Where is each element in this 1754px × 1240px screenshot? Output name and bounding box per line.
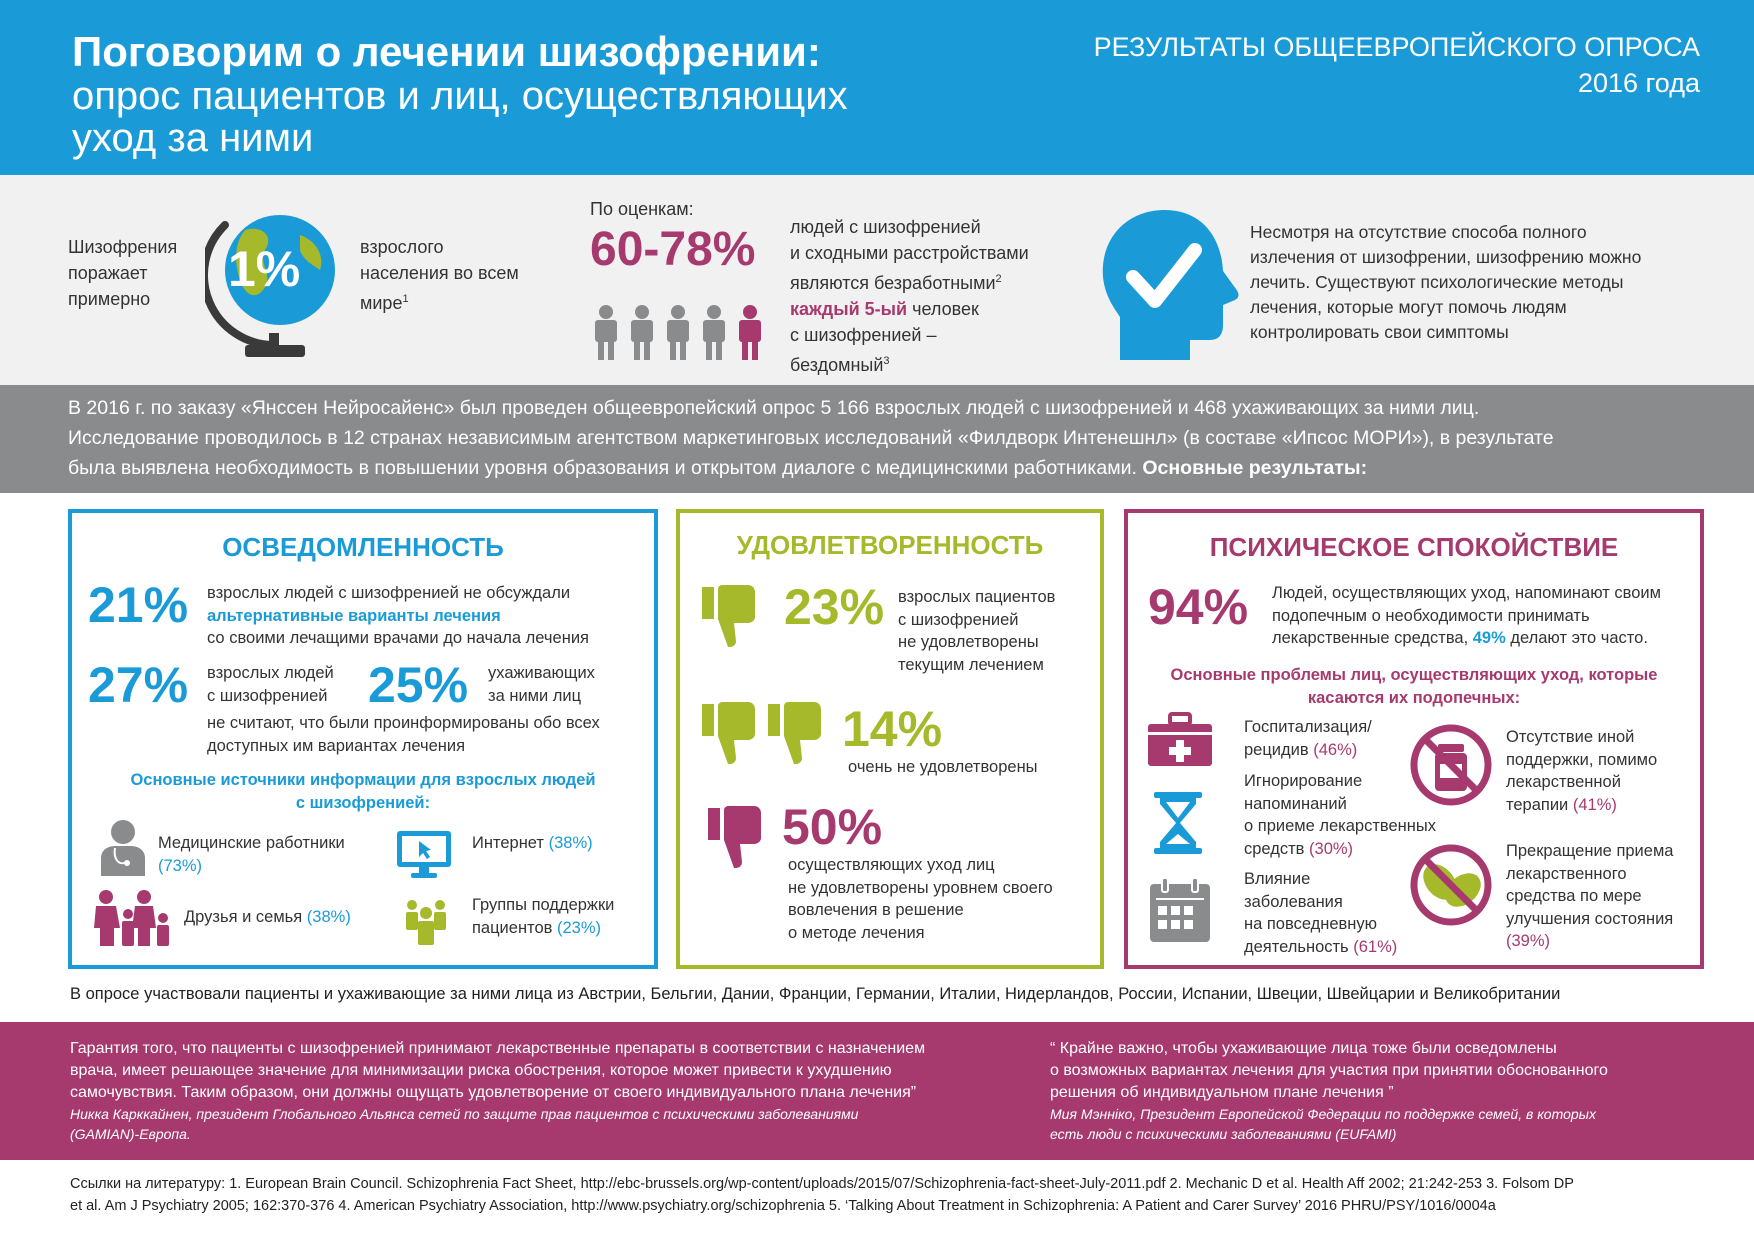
problem-daily-impact: Влияние заболевания на повседневную деятельность (61%) (1244, 870, 1398, 956)
thumbs-down-icon (700, 585, 758, 647)
quote-1-author: Никка Карккайнен, президент Глобального Альянса сетей по защите прав пациентов с психическими заболеваниями (70, 1106, 859, 1122)
thumbs-down-icon-1 (700, 702, 758, 764)
head-checkmark-icon (1095, 205, 1245, 365)
intro-line1: В 2016 г. по заказу «Янссен Нейросайенс» был проведен общеевропейский опрос 5 166 взрослых людей с шизофренией и 468 ухаживающих за ними лиц. (68, 397, 1480, 419)
intro-banner (0, 385, 1754, 493)
unemployed-text: людей с шизофренией и сходными расстройствами являются безработными$^2$ (790, 217, 1029, 293)
awareness-stat23-text: не считают, что были проинформированы обо всех доступных им вариантах лечения (207, 714, 600, 755)
problem-hospitalization: Госпитализация/ рецидив (46%) (1244, 718, 1372, 759)
awareness-stat1-pct: 21% (88, 577, 189, 633)
survey-label: РЕЗУЛЬТАТЫ ОБЩЕЕВРОПЕЙСКОГО ОПРОСА (1093, 32, 1700, 62)
awareness-stat2-pct: 27% (88, 657, 189, 713)
source-support-groups: Группы поддержки пациентов (23%) (472, 896, 615, 937)
globe-left-text: Шизофрения поражает примерно (68, 237, 178, 309)
satisfaction-stat1-pct: 23% (784, 579, 885, 635)
sources-heading: Основные источники информации для взрослых людей с шизофренией: (130, 771, 596, 812)
source-internet: Интернет (38%) (472, 834, 593, 852)
intro-line2: Исследование проводилось в 12 странах независимым агентством маркетинговых исследований «Филдворк Интенешнл» (в составе «Ипсос МОРИ»), в результате (68, 427, 1554, 449)
source-family: Друзья и семья (38%) (184, 908, 351, 926)
calendar-icon (1148, 876, 1212, 944)
satisfaction-stat2-pct: 14% (842, 701, 943, 757)
peace-stat-pct: 94% (1148, 579, 1249, 635)
awareness-stat3-pct: 25% (368, 657, 469, 713)
support-group-icon (402, 895, 450, 945)
problem-ignoring-reminders: Игнорирование напоминаний о приеме лекарственных средств (30%) (1244, 772, 1437, 858)
page-subtitle-line1: опрос пациентов и лиц, осуществляющих (72, 74, 848, 118)
globe-right-text: взрослого населения во всем мире$^1$ (360, 237, 519, 313)
survey-year: 2016 года (1577, 68, 1700, 98)
awareness-stat1-text: взрослых людей с шизофренией не обсуждали альтернативные варианты лечения со своими лечащими врачами до начала лечения (207, 584, 589, 647)
awareness-heading: ОСВЕДОМЛЕННОСТЬ (222, 532, 504, 562)
countries-note: В опросе участвовали пациенты и ухаживающие за ними лица из Австрии, Бельгии, Дании, Франции, Германии, Италии, Нидерландов, России, Испании, Швеции, Швейцарии и Великобритании (70, 985, 1561, 1003)
page-subtitle-line2: уход за ними (72, 116, 314, 160)
people-row-icon (590, 304, 770, 362)
awareness-stat3-text: ухаживающих за ними лиц (488, 664, 595, 705)
quote-2: “ Крайне важно, чтобы ухаживающие лица тоже были осведомлены о возможных вариантах лечения для участия при принятии обоснованного решения об индивидуальном плане лечения ” Мия Мэнніко, Президент Европейской Федерации по поддержке семей, в которых есть люди с психическими заболеваниями (EUFAMI) (1050, 1040, 1608, 1142)
no-medication-bottle-icon (1408, 722, 1494, 808)
satisfaction-stat3-text: осуществляющих уход лиц не удовлетворены уровнем своего вовлечения в решение о методе лечения (788, 856, 1053, 942)
problem-no-other-support: Отсутствие иной поддержки, помимо лекарственной терапии (41%) (1506, 728, 1658, 814)
peace-stat-text: Людей, осуществляющих уход, напоминают своим подопечным о необходимости принимать лекарственные средства, 49% делают это часто. (1272, 584, 1661, 647)
problems-heading: Основные проблемы лиц, осуществляющих уход, которые касаются их подопечных: (1170, 666, 1658, 707)
peace-heading: ПСИХИЧЕСКОЕ СПОКОЙСТВИЕ (1209, 532, 1619, 562)
references: Ссылки на литературу: 1. European Brain Council. Schizophrenia Fact Sheet, http://ebc-brussels.org/wp-content/uploads/2015/07/Schizophrenia-fact-sheet-July-2011.pdf 2. Mechanic D et al. Health Aff 2002; 21:242-253 3. Folsom DP et al. Am J Psychiatry 2005; 162:370-376 4. American Psychiatry Association, http://www.psychiatry.org/schizophrenia 5. ‘Talking About Treatment in Schizophrenia: A Patient and Carer Survey’ 2016 PHRU/PSY/1016/0004a (70, 1176, 1574, 1214)
treatable-text: Несмотря на отсутствие способа полного излечения от шизофрении, шизофрению можно лечить. Существуют психологические методы лечения, которые могут помочь людям контролировать свои симптомы (1250, 222, 1642, 342)
quote-1: Гарантия того, что пациенты с шизофренией принимают лекарственные препараты в соответствии с назначением врача, имеет решающее значение для минимизации риска обострения, которое может привести к ухудшению самочувствия. Таким образом, они должны ощущать удовлетворение от своего индивидуального плана лечения” Никка Карккайнен, президент Глобального Альянса сетей по защите прав пациентов с психическими заболеваниями (GAMIAN)-Европа. (70, 1040, 926, 1142)
estimate-label: По оценкам: (590, 199, 694, 219)
problem-stopping-medication: Прекращение приема лекарственного средства по мере улучшения состояния (39%) (1506, 842, 1674, 950)
satisfaction-stat2-text: очень не удовлетворены (848, 758, 1038, 776)
family-icon (92, 888, 172, 946)
no-pills-icon (1408, 842, 1494, 928)
satisfaction-stat3-pct: 50% (782, 799, 883, 855)
hourglass-icon (1152, 790, 1204, 856)
quote-2-author: Мия Мэнніко, Президент Европейской Федерации по поддержке семей, в которых (1050, 1106, 1596, 1122)
unemployed-percent: 60-78% (590, 223, 756, 276)
satisfaction-heading: УДОВЛЕТВОРЕННОСТЬ (736, 530, 1044, 560)
source-medical: Медицинские работники (73%) (158, 834, 345, 875)
homeless-text: каждый 5-ый человек с шизофренией – бездомный$^3$ (790, 299, 979, 375)
thumbs-down-icon-2 (766, 702, 824, 764)
first-aid-kit-icon (1146, 712, 1214, 768)
satisfaction-stat1-text: взрослых пациентов с шизофренией не удовлетворены текущим лечением (898, 588, 1056, 674)
thumbs-down-carer-icon (706, 806, 764, 868)
computer-icon (395, 829, 453, 879)
awareness-stat2-text: взрослых людей с шизофренией (207, 664, 334, 705)
intro-line3: была выявлена необходимость в повышении уровня образования и открытом диалоге с медицинскими работниками. Основные результаты: (68, 457, 1368, 479)
page-title: Поговорим о лечении шизофрении: (72, 28, 821, 75)
globe-percent: 1% (228, 241, 301, 297)
doctor-icon (98, 818, 148, 876)
